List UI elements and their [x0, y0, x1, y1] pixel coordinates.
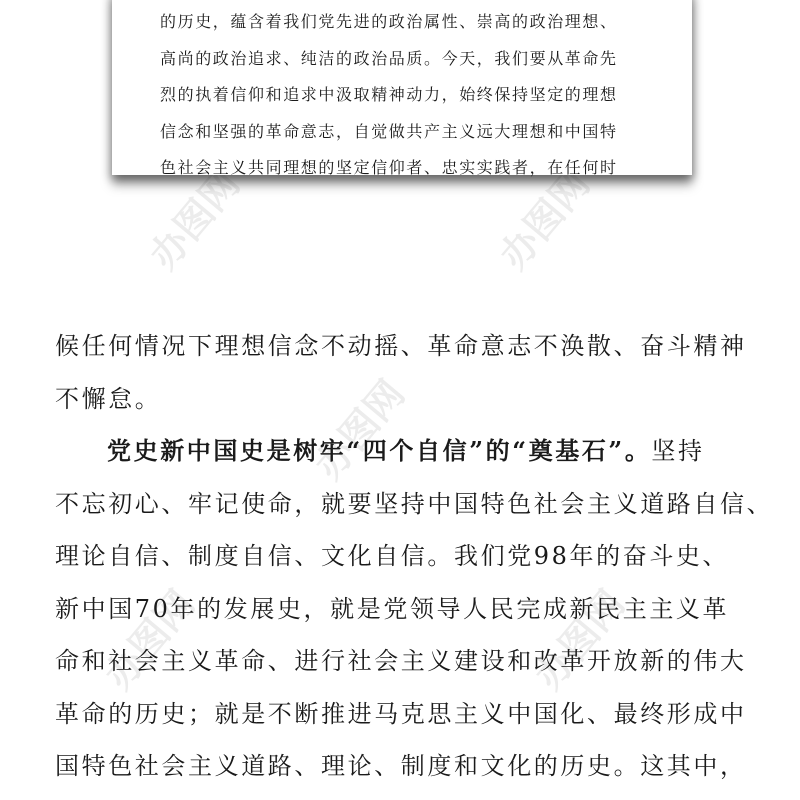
watermark: 办图网 — [306, 371, 414, 488]
card-paragraph — [160, 4, 656, 187]
body-text-fragment: 坚持 — [651, 437, 705, 465]
body-line: 革命的历史；就是不断推进马克思主义中国化、最终形成中 — [55, 699, 747, 728]
body-line: 不懈怠。 — [55, 384, 162, 413]
card-line: 色社会主义共同理想的坚定信仰者、忠实实践者，在任何时 — [160, 158, 618, 177]
body-line: 候任何情况下理想信念不动摇、革命意志不涣散、奋斗精神 — [55, 332, 747, 360]
card-line: 烈的执着信仰和追求中汲取精神动力，始终保持坚定的理想 — [160, 85, 618, 104]
body-line: 理论自信、制度自信、文化自信。我们党98年的奋斗史、 — [55, 542, 730, 570]
card-line: 信念和坚强的革命意志，自觉做共产主义远大理想和中国特 — [160, 121, 618, 141]
section-heading: 党史新中国史是树牢“四个自信”的“奠基石”。 — [107, 436, 652, 465]
card-line: 的历史，蕴含着我们党先进的政治属性、崇高的政治理想、 — [160, 12, 618, 31]
watermark: 办图网 — [96, 581, 204, 698]
body-line: 不忘初心、牢记使命，就要坚持中国特色社会主义道路自信、 — [55, 489, 774, 518]
body-line: 命和社会主义革命、进行社会主义建设和改革开放新的伟大 — [55, 647, 747, 675]
body-line: 新中国70年的发展史，就是党领导人民完成新民主主义革 — [55, 594, 730, 623]
watermark: 办图网 — [526, 581, 634, 698]
watermark: 办图网 — [141, 161, 249, 278]
watermark: 办图网 — [491, 161, 599, 278]
section-heading-line — [55, 425, 755, 478]
card-line: 高尚的政治追求、纯洁的政治品质。今天，我们要从革命先 — [160, 48, 618, 68]
document-body — [55, 320, 774, 793]
body-line: 国特色社会主义道路、理论、制度和文化的历史。这其中， — [55, 752, 747, 780]
document-page-preview — [112, 0, 692, 175]
